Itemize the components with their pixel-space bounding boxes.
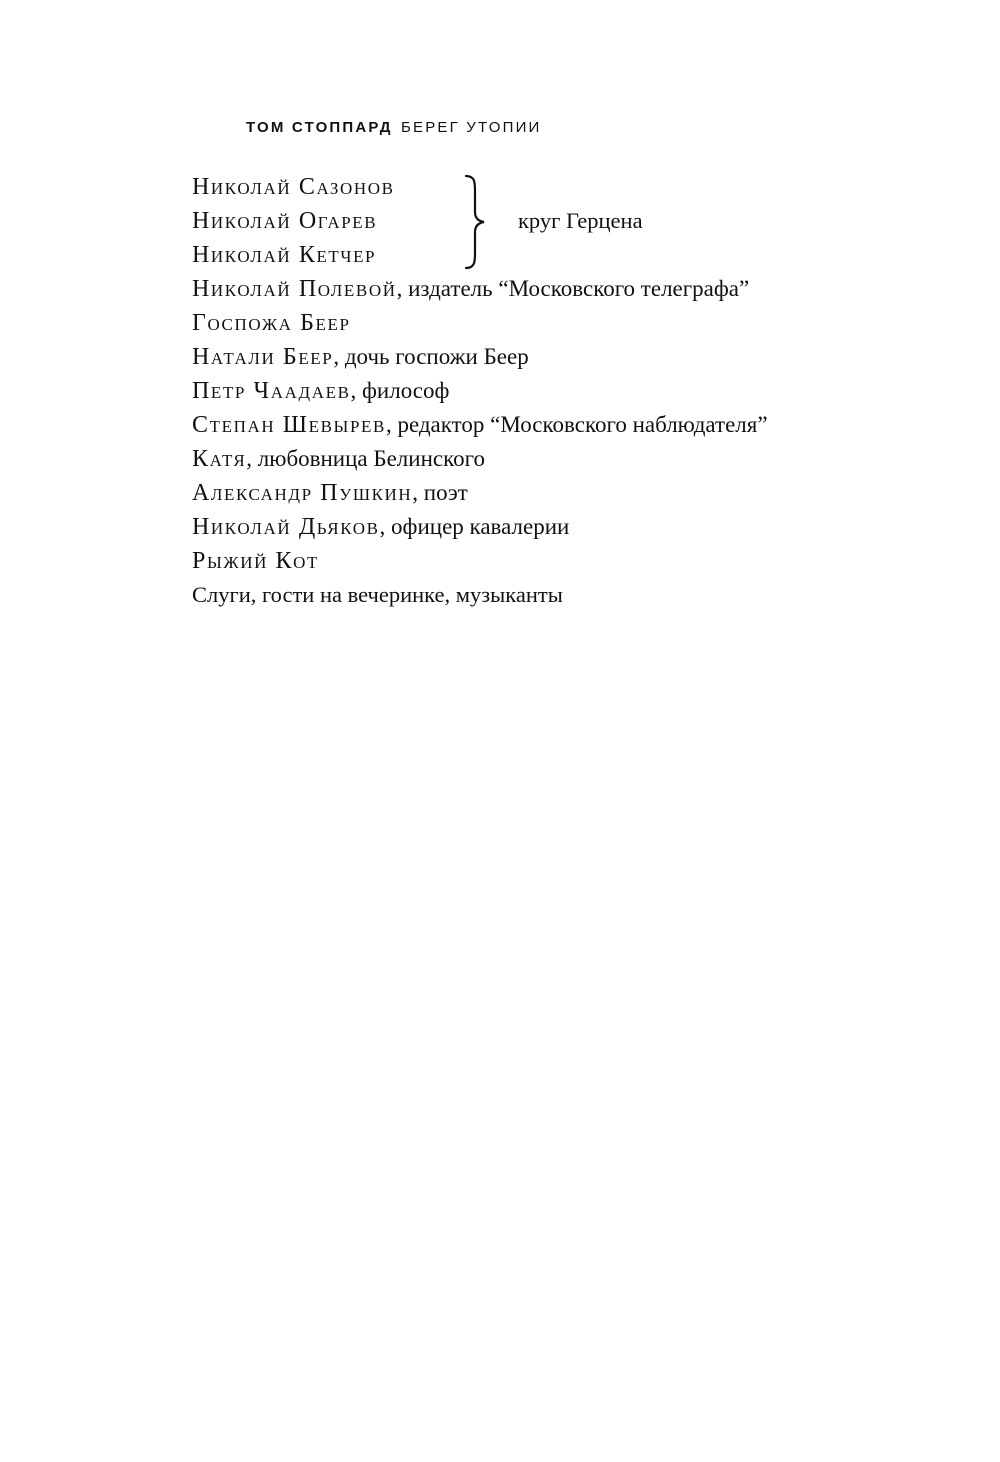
cast-entry xyxy=(192,170,952,204)
cast-list xyxy=(192,170,952,612)
character-description: , дочь госпожи Беер xyxy=(333,344,529,369)
cast-entry xyxy=(192,510,952,544)
character-name: Николай Огарев xyxy=(192,208,378,234)
running-head-title: БЕРЕГ УТОПИИ xyxy=(400,119,542,136)
character-name: Степан Шевырев xyxy=(192,412,386,438)
character-description: , издатель “Московского телеграфа” xyxy=(396,276,750,301)
right-brace-icon xyxy=(462,174,488,270)
cast-entry xyxy=(192,544,952,578)
cast-entry xyxy=(192,306,952,340)
character-description: , офицер кавалерии xyxy=(379,514,570,539)
character-name: Катя xyxy=(192,446,247,472)
character-name: Александр Пушкин xyxy=(192,480,413,506)
character-name: Николай Дьяков xyxy=(192,514,380,540)
herzen-circle-group xyxy=(192,170,952,272)
character-name: Николай Полевой xyxy=(192,276,397,302)
extras-text: Слуги, гости на вечеринке, музыканты xyxy=(192,582,563,607)
character-name: Николай Сазонов xyxy=(192,174,395,200)
character-description: , философ xyxy=(350,378,450,403)
character-name: Госпожа Беер xyxy=(192,310,351,336)
cast-entry xyxy=(192,272,952,306)
cast-entry xyxy=(192,476,952,510)
character-name: Петр Чаадаев xyxy=(192,378,351,404)
group-label: круг Герцена xyxy=(518,208,643,233)
character-name: Николай Кетчер xyxy=(192,242,377,268)
character-description: , редактор “Московского наблюдателя” xyxy=(385,412,768,437)
character-description: , любовница Белинского xyxy=(246,446,485,471)
character-description: , поэт xyxy=(412,480,468,505)
character-name: Рыжий Кот xyxy=(192,548,320,574)
running-head-author: ТОМ СТОППАРД xyxy=(246,119,393,136)
cast-entry xyxy=(192,340,952,374)
running-head xyxy=(246,119,542,136)
cast-entry xyxy=(192,408,952,442)
extras-entry xyxy=(192,578,952,612)
cast-entry xyxy=(192,442,952,476)
character-name: Натали Беер xyxy=(192,344,334,370)
cast-entry xyxy=(192,374,952,408)
cast-entry xyxy=(192,238,952,272)
